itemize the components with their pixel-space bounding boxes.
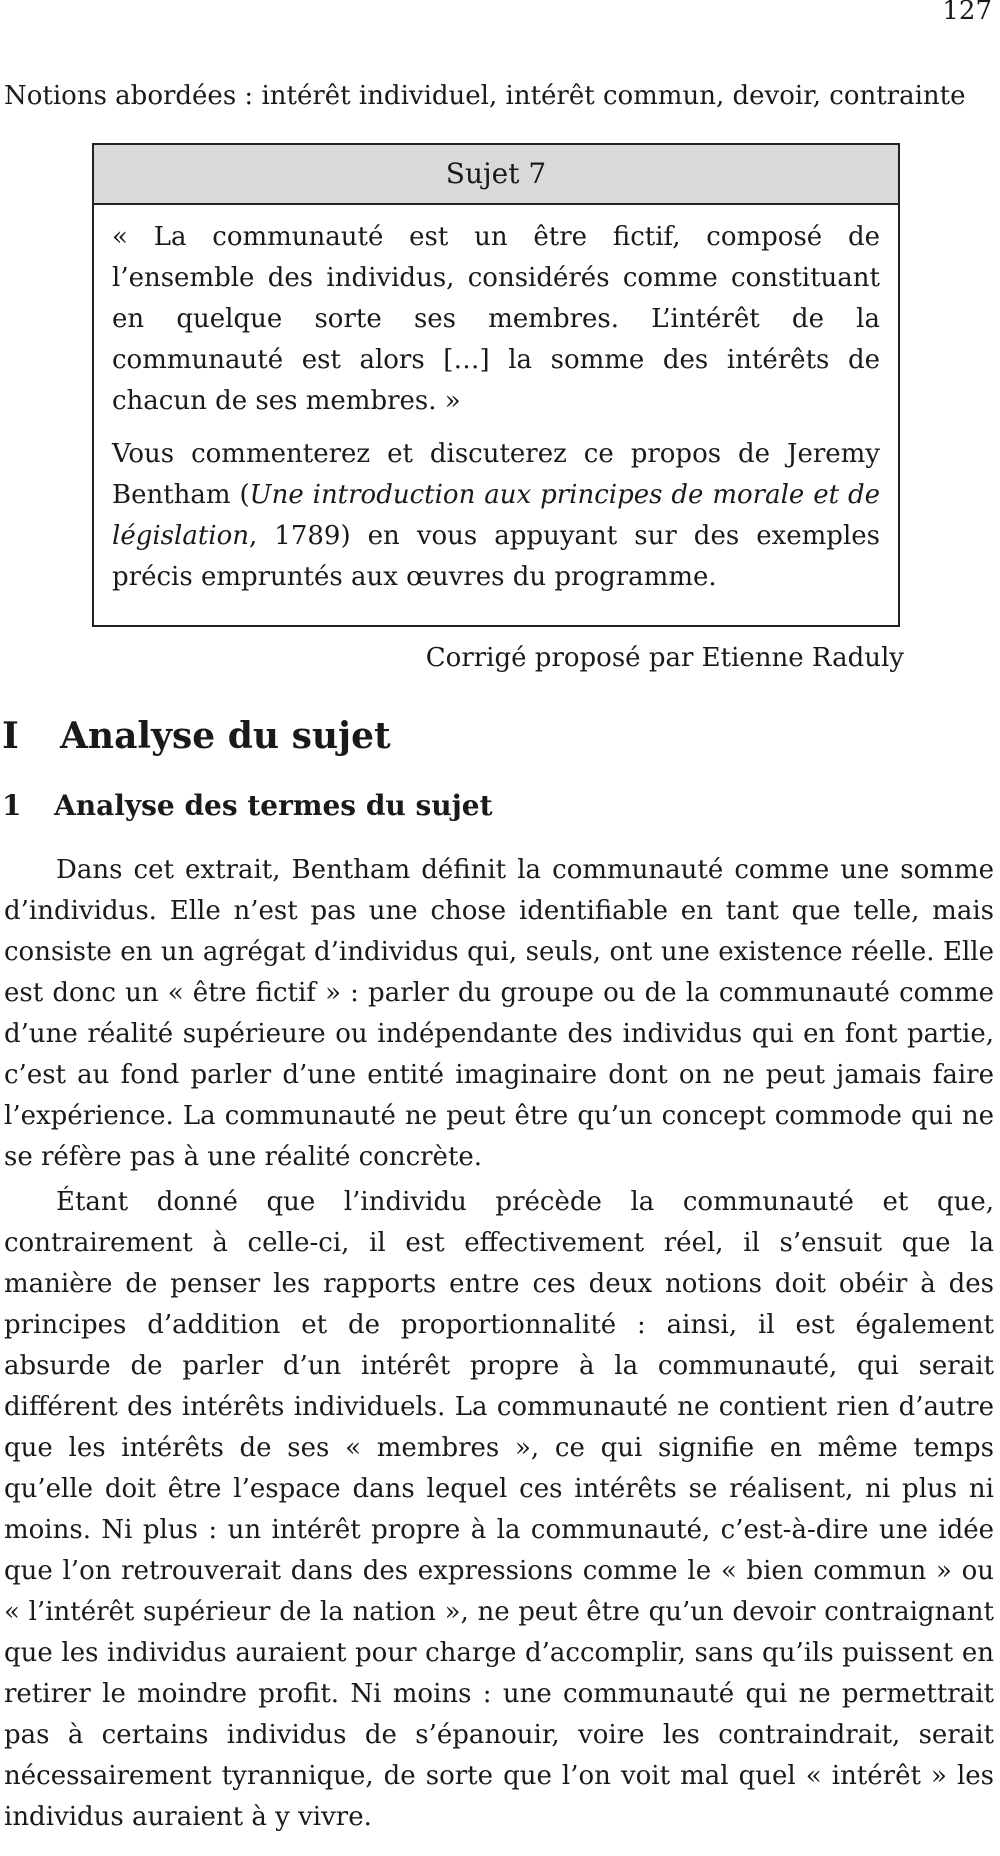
section-number: I xyxy=(2,715,19,757)
subject-body xyxy=(94,205,898,598)
work-title: Une introduction aux principes de morale et de législation xyxy=(112,480,880,551)
section-heading xyxy=(2,712,391,760)
section-title: Analyse du sujet xyxy=(60,715,391,757)
subsection-number: 1 xyxy=(2,789,22,822)
subject-quote: « La communauté est un être fictif, composé de l’ensemble des individus, considérés comme constituant en quelque sorte ses membres. L’intérêt de la communauté est alors […] la somme des intérêts de chacun de ses membres. » xyxy=(112,222,880,416)
subject-instruction xyxy=(112,434,880,598)
body-text xyxy=(4,850,994,1842)
instruction-part-1: Vous commenterez et discuterez ce propos de Jeremy Bentham ( xyxy=(112,439,880,510)
paragraph: Dans cet extrait, Bentham définit la communauté comme une somme d’individus. Elle n’est pas une chose identifiable en tant que telle, mais consiste en un agrégat d’individus qui, seuls, ont une existence réelle. Elle est donc un « être fictif » : parler du groupe ou de la communauté comme d’une réalité supérieure ou indépendante des individus qui en font partie, c’est au fond parler d’une entité imaginaire dont on ne peut jamais faire l’expérience. La communauté ne peut être qu’un concept commode qui ne se réfère pas à une réalité concrète. xyxy=(4,855,994,1172)
subsection-heading xyxy=(2,786,493,826)
page-number: 127 xyxy=(942,0,992,26)
paragraph: Étant donné que l’individu précède la communauté et que, contrairement à celle-ci, il est effectivement réel, il s’ensuit que la manière de penser les rapports entre ces deux notions doit obéir à des principes d’addition et de proportionnalité : ainsi, il est également absurde de parler d’un intérêt propre à la communauté, qui serait différent des intérêts individuels. La communauté ne contient rien d’autre que les intérêts de ses « membres », ce qui signifie en même temps qu’elle doit être l’espace dans lequel ces intérêts se réalisent, ni plus ni moins. Ni plus : un intérêt propre à la communauté, c’est-à-dire une idée que l’on retrouverait dans des expressions comme le « bien commun » ou « l’intérêt supérieur de la nation », ne peut être qu’un devoir contraignant que les individus auraient pour charge d’accomplir, sans qu’ils puissent en retirer le moindre profit. Ni moins : une communauté qui ne permettrait pas à certains individus de s’épanouir, voire les contraindrait, serait nécessairement tyrannique, de sorte que l’on voit mal quel « intérêt » les individus auraient à y vivre. xyxy=(4,1187,994,1832)
subsection-title: Analyse des termes du sujet xyxy=(54,789,493,822)
subject-box xyxy=(92,143,900,627)
notions-line: Notions abordées : intérêt individuel, intérêt commun, devoir, contrainte xyxy=(4,81,966,111)
author-credit: Corrigé proposé par Etienne Raduly xyxy=(425,643,904,673)
subject-title: Sujet 7 xyxy=(94,145,898,205)
instruction-part-2: , 1789) en vous appuyant sur des exemples précis empruntés aux œuvres du programme. xyxy=(112,521,880,592)
